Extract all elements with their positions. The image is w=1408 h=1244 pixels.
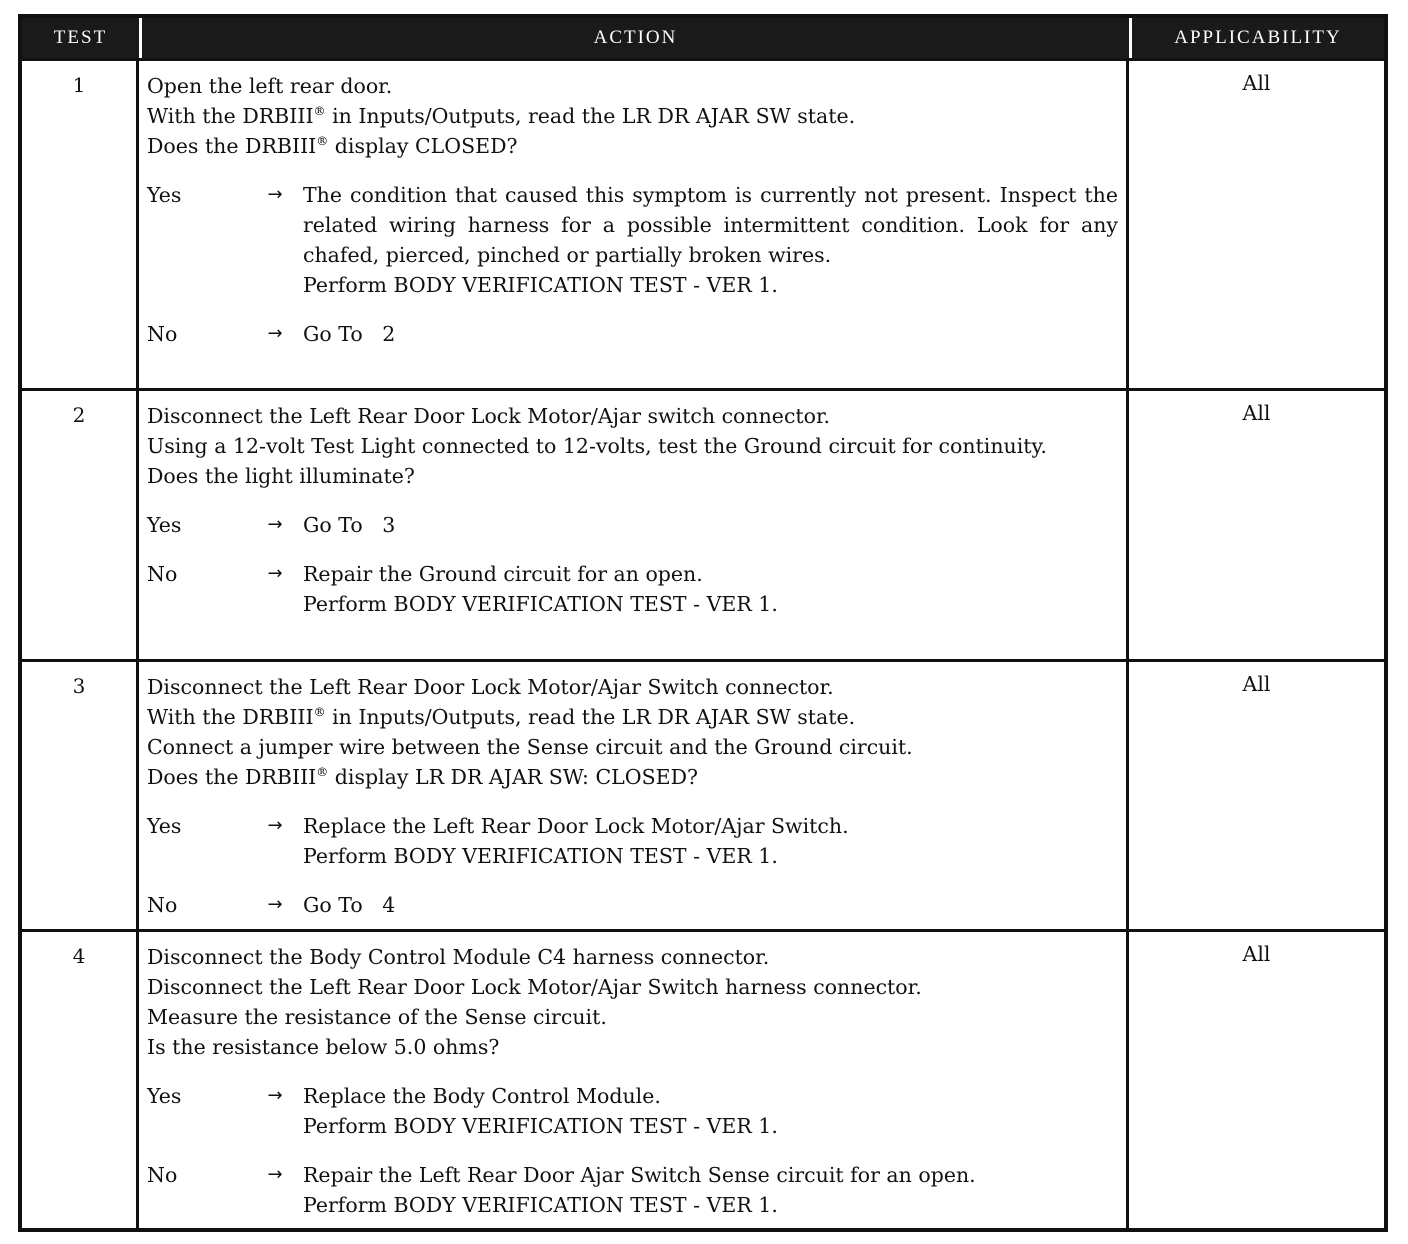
response-yes (147, 180, 1118, 300)
response-text: Repair the Left Rear Door Ajar Switch Sense circuit for an open. (303, 1163, 976, 1187)
response-label: Yes (147, 814, 182, 838)
response-yes (147, 811, 1118, 871)
response-label: Yes (147, 183, 182, 207)
header-applicability: APPLICABILITY (1129, 18, 1384, 58)
response-text: Perform BODY VERIFICATION TEST - VER 1. (303, 1193, 778, 1217)
response-label: No (147, 562, 178, 586)
action-cell (139, 61, 1129, 388)
response-text: Perform BODY VERIFICATION TEST - VER 1. (303, 1114, 778, 1138)
response-no (147, 1160, 1118, 1220)
response-label: Yes (147, 1084, 182, 1108)
right-arrow-icon: → (267, 323, 283, 344)
response-text: Go To 2 (303, 322, 396, 346)
response-text: Perform BODY VERIFICATION TEST - VER 1. (303, 592, 778, 616)
applicability-value: All (1242, 942, 1271, 966)
right-arrow-icon: → (267, 1164, 283, 1185)
action-statement: Using a 12-volt Test Light connected to 12-volts, test the Ground circuit for continuity. (147, 434, 1047, 458)
applicability-value: All (1242, 672, 1271, 696)
action-statement: Disconnect the Body Control Module C4 harness connector. (147, 945, 770, 969)
response-no (147, 559, 1118, 619)
test-row-4 (22, 929, 1384, 1229)
applicability-value: All (1242, 401, 1271, 425)
response-no (147, 890, 1118, 920)
test-number: 2 (22, 391, 139, 659)
response-yes (147, 510, 1118, 540)
action-cell (139, 932, 1129, 1229)
response-label: No (147, 893, 178, 917)
action-statement: Disconnect the Left Rear Door Lock Motor/Ajar Switch harness connector. (147, 975, 922, 999)
action-statement: Disconnect the Left Rear Door Lock Motor/Ajar switch connector. (147, 404, 831, 428)
right-arrow-icon: → (267, 563, 283, 584)
action-statement: With the DRBIII® in Inputs/Outputs, read the LR DR AJAR SW state. (147, 104, 856, 128)
response-yes (147, 1081, 1118, 1141)
test-number: 4 (22, 932, 139, 1229)
response-text: Perform BODY VERIFICATION TEST - VER 1. (303, 844, 778, 868)
response-text: Replace the Left Rear Door Lock Motor/Ajar Switch. (303, 814, 849, 838)
response-label: No (147, 1163, 178, 1187)
action-statement: Does the light illuminate? (147, 464, 415, 488)
applicability-value: All (1242, 71, 1271, 95)
response-label: No (147, 322, 178, 346)
response-text: Go To 4 (303, 893, 396, 917)
right-arrow-icon: → (267, 184, 283, 205)
table-header (22, 18, 1384, 58)
action-statement: Connect a jumper wire between the Sense circuit and the Ground circuit. (147, 735, 913, 759)
action-cell (139, 391, 1129, 659)
action-statement: Open the left rear door. (147, 74, 393, 98)
response-label: Yes (147, 513, 182, 537)
diagnostic-test-table (18, 14, 1388, 1232)
action-statement: Disconnect the Left Rear Door Lock Motor/Ajar Switch connector. (147, 675, 834, 699)
action-statement: Does the DRBIII® display CLOSED? (147, 134, 518, 158)
right-arrow-icon: → (267, 1085, 283, 1106)
test-row-1 (22, 58, 1384, 388)
response-text: Perform BODY VERIFICATION TEST - VER 1. (303, 273, 778, 297)
right-arrow-icon: → (267, 894, 283, 915)
action-statement: With the DRBIII® in Inputs/Outputs, read the LR DR AJAR SW state. (147, 705, 856, 729)
action-cell (139, 662, 1129, 929)
header-test: TEST (53, 27, 108, 48)
test-number: 3 (22, 662, 139, 929)
test-row-2 (22, 388, 1384, 659)
header-action: ACTION (139, 18, 1129, 58)
response-text: Go To 3 (303, 513, 396, 537)
response-text: Replace the Body Control Module. (303, 1084, 661, 1108)
response-text: The condition that caused this symptom is currently not present. Inspect the related wiring harness for a possible intermittent condition. Look for any chafed, pierced, pinched or partially broken wires. (303, 183, 1118, 267)
response-text: Repair the Ground circuit for an open. (303, 562, 703, 586)
action-statement: Measure the resistance of the Sense circuit. (147, 1005, 607, 1029)
test-row-3 (22, 659, 1384, 929)
right-arrow-icon: → (267, 815, 283, 836)
action-statement: Does the DRBIII® display LR DR AJAR SW: CLOSED? (147, 765, 699, 789)
test-number: 1 (22, 61, 139, 388)
response-no (147, 319, 1118, 349)
action-statement: Is the resistance below 5.0 ohms? (147, 1035, 500, 1059)
right-arrow-icon: → (267, 514, 283, 535)
